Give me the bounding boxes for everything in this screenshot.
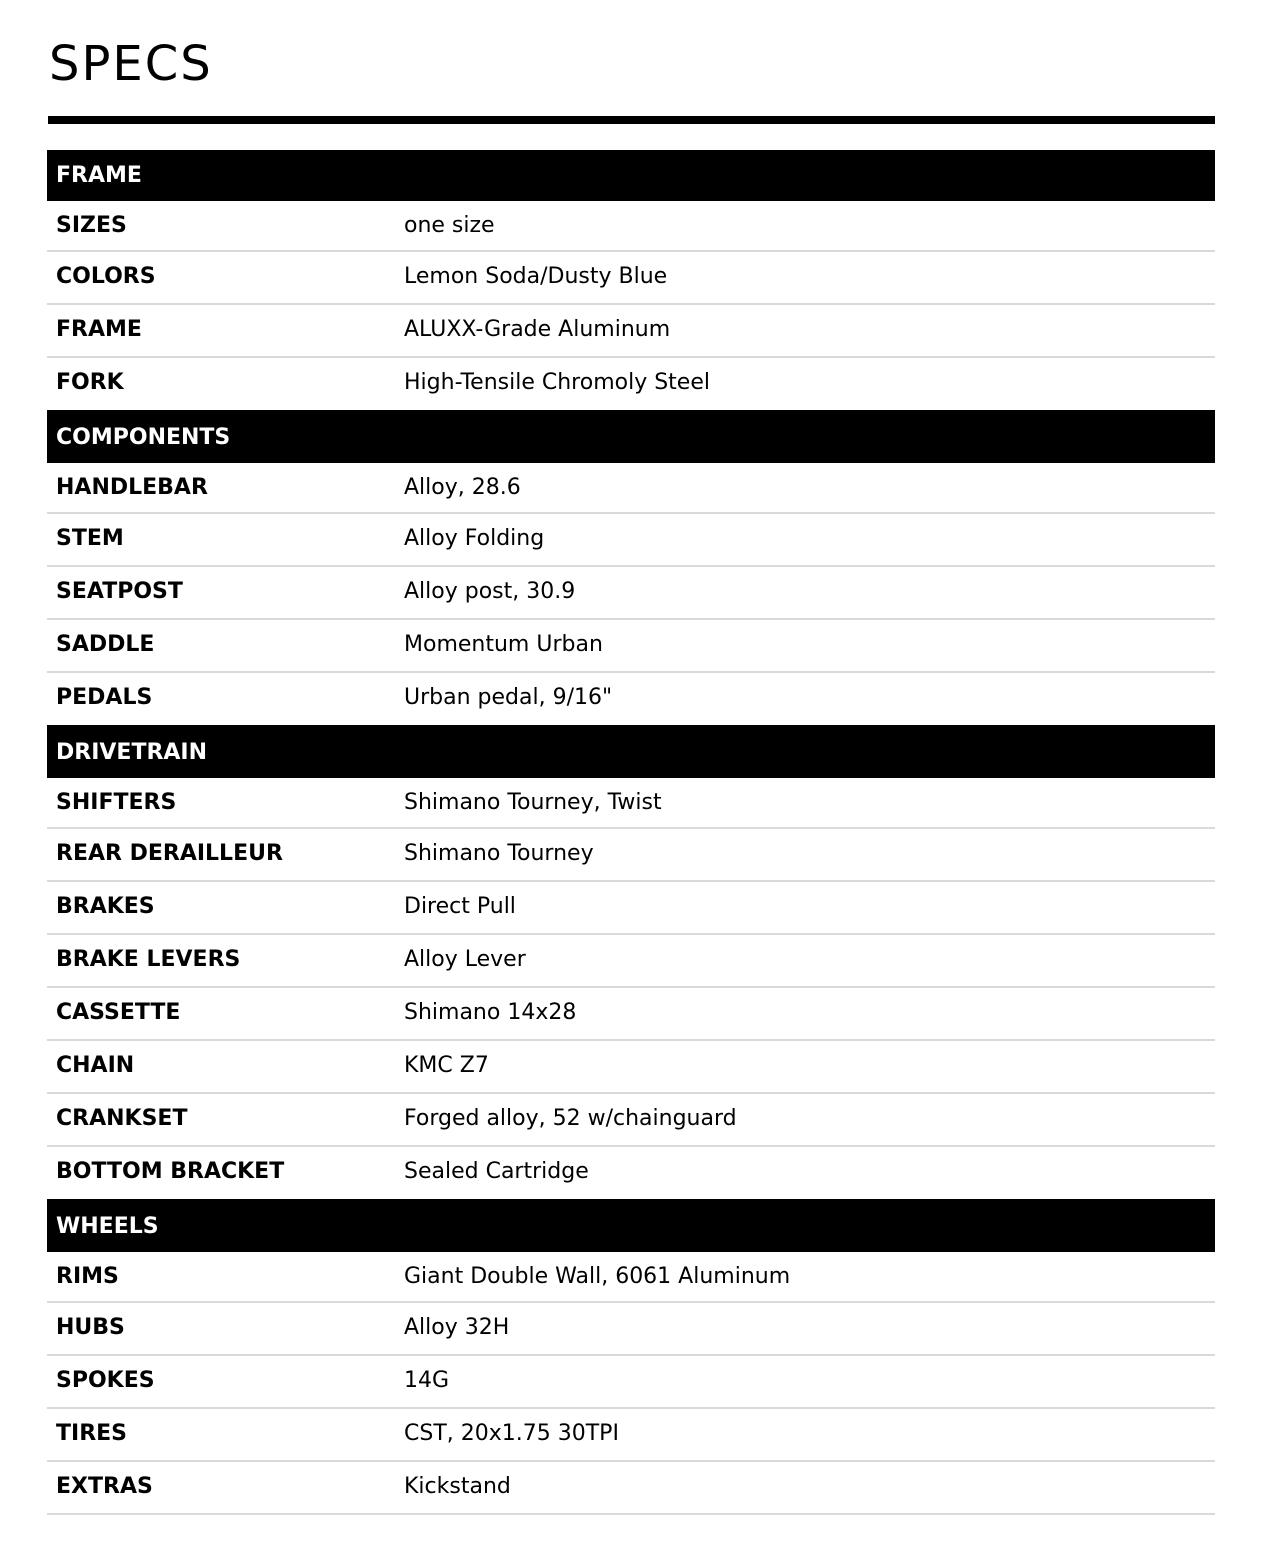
spec-value: Alloy, 28.6 xyxy=(404,475,521,500)
section-header-wheels: WHEELS xyxy=(47,1201,1215,1252)
spec-label: COLORS xyxy=(56,264,156,289)
spec-row xyxy=(47,358,1215,412)
spec-row xyxy=(47,1147,1215,1201)
spec-value: Alloy post, 30.9 xyxy=(404,579,576,604)
page-title: SPECS xyxy=(49,36,213,92)
spec-label: EXTRAS xyxy=(56,1474,153,1499)
spec-row xyxy=(47,1041,1215,1094)
spec-label: SADDLE xyxy=(56,632,155,657)
spec-value: Urban pedal, 9/16" xyxy=(404,685,613,710)
spec-row xyxy=(47,620,1215,673)
spec-value: Giant Double Wall, 6061 Aluminum xyxy=(404,1264,791,1289)
spec-row xyxy=(47,673,1215,727)
spec-label: HUBS xyxy=(56,1315,125,1340)
spec-row xyxy=(47,1303,1215,1356)
spec-label: BRAKES xyxy=(56,894,155,919)
spec-row xyxy=(47,1252,1215,1303)
spec-label: FORK xyxy=(56,370,124,395)
spec-label: REAR DERAILLEUR xyxy=(56,841,283,866)
spec-row xyxy=(47,1094,1215,1147)
spec-value: Direct Pull xyxy=(404,894,516,919)
spec-row xyxy=(47,1409,1215,1462)
spec-label: PEDALS xyxy=(56,685,153,710)
spec-value: Lemon Soda/Dusty Blue xyxy=(404,264,668,289)
spec-row xyxy=(47,988,1215,1041)
spec-value: Shimano 14x28 xyxy=(404,1000,577,1025)
spec-value: Sealed Cartridge xyxy=(404,1159,589,1184)
spec-label: TIRES xyxy=(56,1421,128,1446)
title-divider xyxy=(48,116,1215,124)
spec-label: CASSETTE xyxy=(56,1000,181,1025)
spec-label: SIZES xyxy=(56,213,127,238)
spec-value: High-Tensile Chromoly Steel xyxy=(404,370,710,395)
spec-row xyxy=(47,1356,1215,1409)
spec-label: RIMS xyxy=(56,1264,119,1289)
spec-label: BRAKE LEVERS xyxy=(56,947,241,972)
spec-row xyxy=(47,1462,1215,1515)
spec-value: Kickstand xyxy=(404,1474,511,1499)
spec-row xyxy=(47,514,1215,567)
spec-label: HANDLEBAR xyxy=(56,475,208,500)
spec-value: ALUXX-Grade Aluminum xyxy=(404,317,671,342)
spec-value: Alloy Lever xyxy=(404,947,526,972)
spec-value: Momentum Urban xyxy=(404,632,603,657)
spec-label: SEATPOST xyxy=(56,579,183,604)
section-header-drivetrain: DRIVETRAIN xyxy=(47,727,1215,778)
spec-value: KMC Z7 xyxy=(404,1053,489,1078)
spec-row xyxy=(47,882,1215,935)
spec-row xyxy=(47,201,1215,252)
spec-label: BOTTOM BRACKET xyxy=(56,1159,285,1184)
section-header-components: COMPONENTS xyxy=(47,412,1215,463)
spec-row xyxy=(47,935,1215,988)
spec-value: one size xyxy=(404,213,495,238)
spec-label: SHIFTERS xyxy=(56,790,177,815)
spec-row xyxy=(47,252,1215,305)
section-header-frame: FRAME xyxy=(47,150,1215,201)
spec-row xyxy=(47,567,1215,620)
spec-row xyxy=(47,305,1215,358)
spec-value: Alloy Folding xyxy=(404,526,545,551)
spec-row xyxy=(47,463,1215,514)
spec-label: FRAME xyxy=(56,317,142,342)
spec-value: Forged alloy, 52 w/chainguard xyxy=(404,1106,737,1131)
spec-label: STEM xyxy=(56,526,124,551)
spec-value: Alloy 32H xyxy=(404,1315,510,1340)
spec-value: 14G xyxy=(404,1368,450,1393)
spec-value: CST, 20x1.75 30TPI xyxy=(404,1421,619,1446)
spec-row xyxy=(47,778,1215,829)
spec-row xyxy=(47,829,1215,882)
spec-value: Shimano Tourney xyxy=(404,841,594,866)
spec-label: CRANKSET xyxy=(56,1106,188,1131)
spec-label: SPOKES xyxy=(56,1368,155,1393)
spec-table xyxy=(47,150,1215,1515)
spec-label: CHAIN xyxy=(56,1053,135,1078)
spec-value: Shimano Tourney, Twist xyxy=(404,790,662,815)
